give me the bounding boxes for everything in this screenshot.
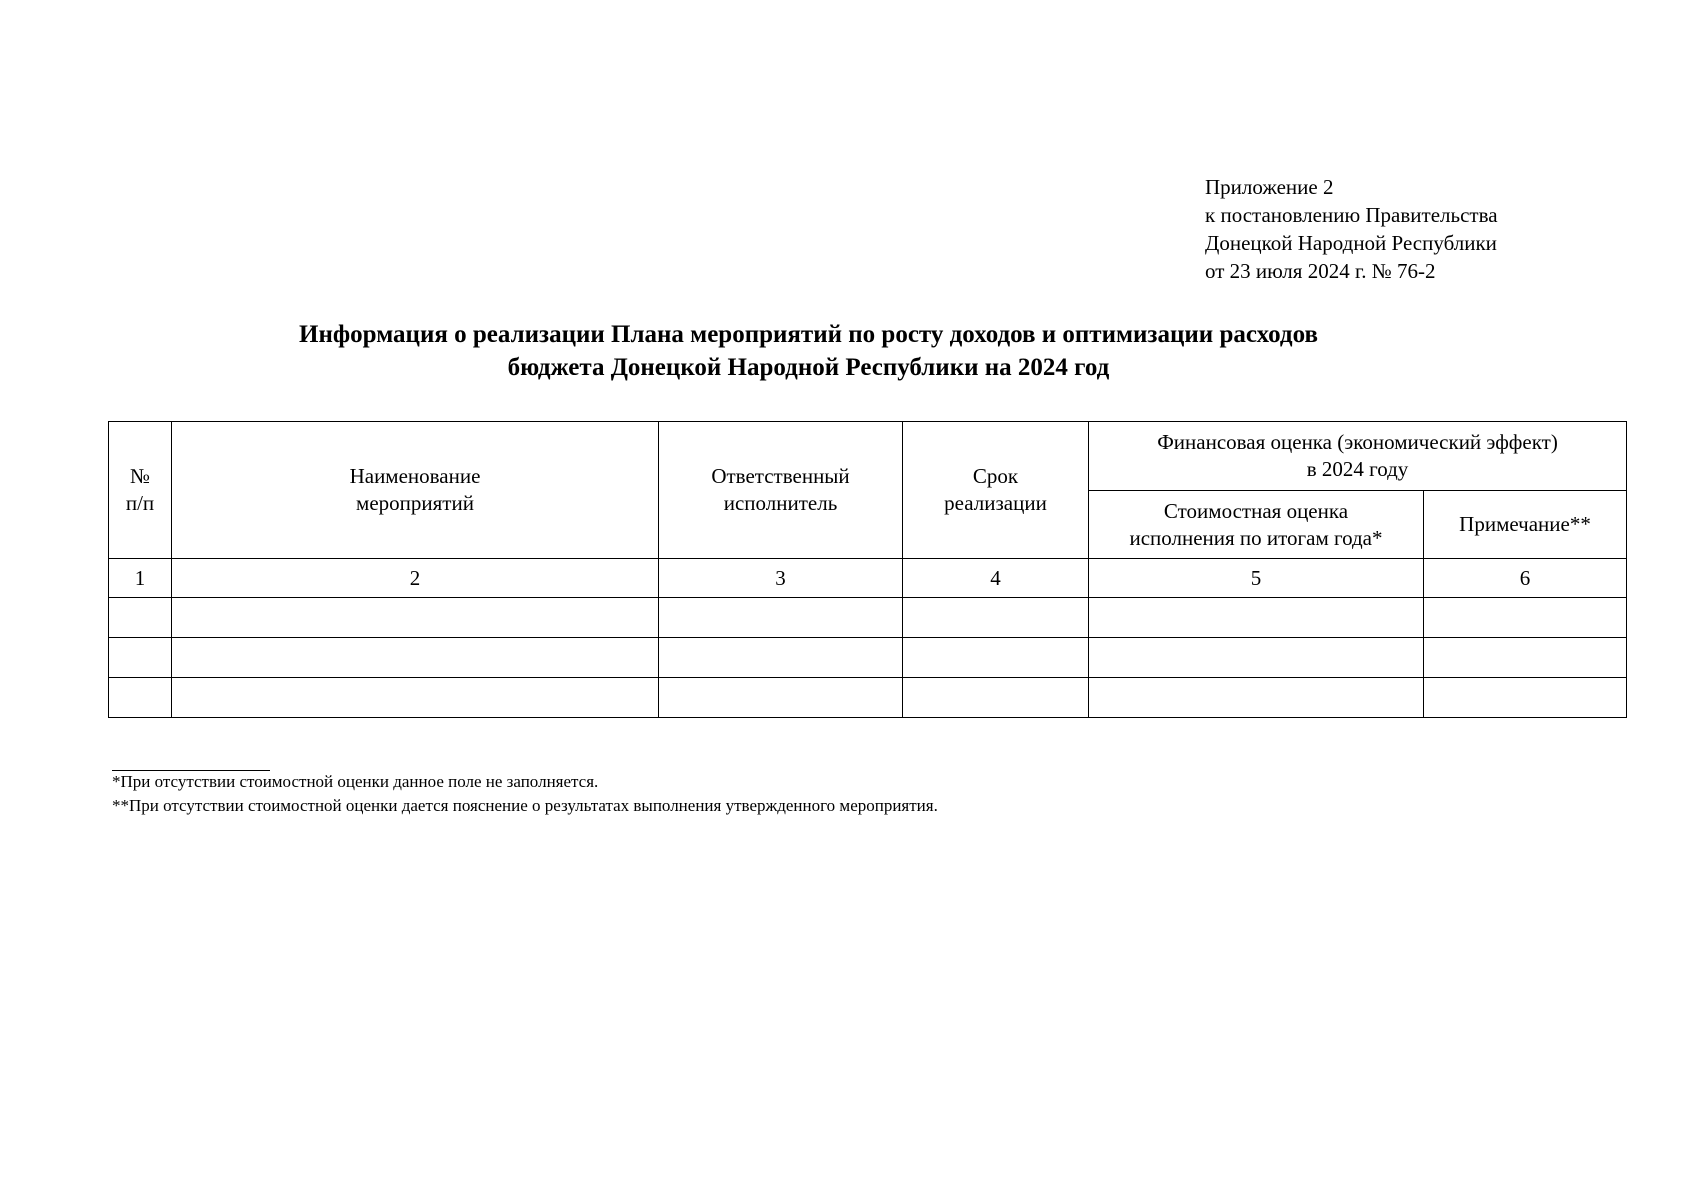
appendix-line-2: к постановлению Правительства [1205, 203, 1498, 227]
column-number: 1 [109, 559, 172, 598]
appendix-line-3: Донецкой Народной Республики [1205, 231, 1497, 255]
table-cell [1424, 678, 1627, 718]
header-term [903, 422, 1089, 559]
table-cell [903, 638, 1089, 678]
column-number: 5 [1089, 559, 1424, 598]
table-cell [109, 638, 172, 678]
table-cell [903, 678, 1089, 718]
column-number: 2 [172, 559, 659, 598]
header-financial-line-2: в 2024 году [1306, 457, 1409, 481]
footnote-1: *При отсутствии стоимостной оценки данное поле не заполняется. [112, 772, 599, 791]
table-cell [109, 678, 172, 718]
column-number-row [109, 559, 1627, 598]
table-cell [659, 638, 903, 678]
header-number-line-2: п/п [125, 491, 155, 515]
appendix-line-1: Приложение 2 [1205, 175, 1334, 199]
table-cell [659, 678, 903, 718]
header-cost-assessment [1089, 491, 1424, 559]
table-cell [172, 678, 659, 718]
table-cell [1089, 638, 1424, 678]
table-cell [1424, 638, 1627, 678]
header-measure-name-line-1: Наименование [349, 464, 481, 488]
table-cell [109, 598, 172, 638]
column-number: 6 [1424, 559, 1627, 598]
table-cell [903, 598, 1089, 638]
header-number [109, 422, 172, 559]
table-cell [172, 638, 659, 678]
table-cell [1424, 598, 1627, 638]
header-measure-name-line-2: мероприятий [356, 491, 474, 515]
table-cell [1089, 598, 1424, 638]
header-cost-line-2: исполнения по итогам года* [1129, 525, 1383, 550]
table-row [109, 638, 1627, 678]
title-line-2: бюджета Донецкой Народной Республики на 2024 год [507, 354, 1110, 381]
footnotes [112, 770, 938, 818]
header-term-line-1: Срок [972, 464, 1019, 488]
header-measure-name [172, 422, 659, 559]
document-title [0, 318, 1697, 384]
header-financial-line-1: Финансовая оценка (экономический эффект) [1157, 430, 1558, 454]
column-number: 4 [903, 559, 1089, 598]
header-responsible-line-2: исполнитель [723, 491, 838, 515]
header-term-line-2: реализации [944, 491, 1047, 515]
appendix-line-4: от 23 июля 2024 г. № 76-2 [1205, 259, 1436, 283]
table-cell [659, 598, 903, 638]
table-row [109, 598, 1627, 638]
footnote-2: **При отсутствии стоимостной оценки дается пояснение о результатах выполнения утвержденного мероприятия. [112, 796, 938, 815]
header-number-line-1: № [129, 464, 151, 488]
table-cell [172, 598, 659, 638]
table-cell [1089, 678, 1424, 718]
header-responsible [659, 422, 903, 559]
appendix-block [1205, 173, 1498, 285]
column-number: 3 [659, 559, 903, 598]
table-header-row-1 [109, 422, 1627, 491]
table-row [109, 678, 1627, 718]
header-cost-line-1: Стоимостная оценка [1163, 498, 1349, 523]
measures-table [108, 421, 1627, 718]
title-line-1: Информация о реализации Плана мероприятий по росту доходов и оптимизации расходов [299, 321, 1318, 348]
header-note: Примечание** [1424, 491, 1627, 559]
header-responsible-line-1: Ответственный [711, 464, 850, 488]
header-financial-assessment [1089, 422, 1627, 491]
